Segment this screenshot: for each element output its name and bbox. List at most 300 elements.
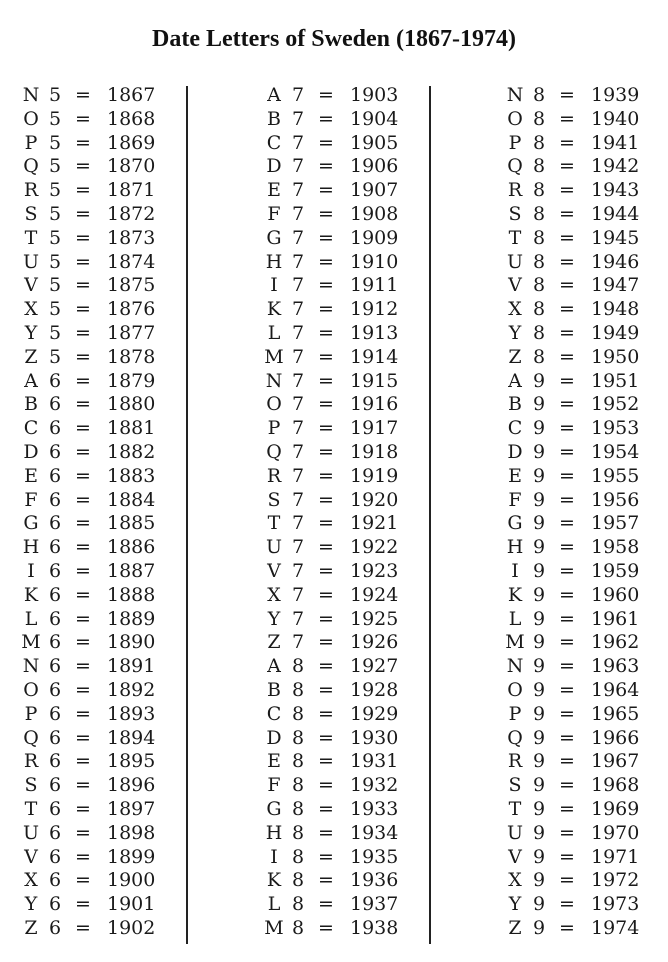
equals-sign: = (75, 155, 91, 178)
equals-sign: = (559, 512, 575, 535)
year-value: 1935 (350, 845, 399, 868)
year-value: 1886 (107, 536, 156, 559)
cycle-digit: 9 (533, 369, 546, 392)
year-value: 1908 (350, 202, 399, 225)
year-value: 1889 (107, 607, 156, 630)
year-value: 1915 (350, 369, 399, 392)
cycle-digit: 9 (533, 869, 546, 892)
equals-sign: = (75, 726, 91, 749)
year-value: 1949 (591, 321, 640, 344)
cycle-digit: 8 (292, 821, 305, 844)
equals-sign: = (75, 559, 91, 582)
year-value: 1929 (350, 702, 399, 725)
year-value: 1873 (107, 226, 156, 249)
equals-sign: = (75, 583, 91, 606)
equals-sign: = (559, 631, 575, 654)
date-letter: A (508, 369, 522, 392)
date-letter: L (24, 607, 38, 630)
equals-sign: = (559, 797, 575, 820)
year-value: 1884 (107, 488, 156, 511)
equals-sign: = (75, 226, 91, 249)
cycle-digit: 9 (533, 774, 546, 797)
cycle-digit: 9 (533, 916, 546, 939)
date-letter: N (506, 84, 524, 106)
year-value: 1888 (107, 583, 156, 606)
cycle-digit: 6 (49, 583, 62, 606)
cycle-digit: 5 (49, 202, 62, 225)
year-value: 1919 (350, 464, 399, 487)
year-value: 1912 (350, 298, 399, 321)
year-value: 1930 (350, 726, 399, 749)
year-value: 1904 (350, 107, 399, 130)
date-letter: P (24, 702, 38, 725)
equals-sign: = (318, 583, 334, 606)
cycle-digit: 9 (533, 631, 546, 654)
equals-sign: = (559, 559, 575, 582)
date-letter: I (270, 845, 278, 868)
date-letter: Z (508, 345, 522, 368)
cycle-digit: 9 (533, 893, 546, 916)
equals-sign: = (318, 655, 334, 678)
date-letter: O (23, 678, 39, 701)
year-value: 1969 (591, 797, 640, 820)
date-letter: X (508, 869, 522, 892)
year-value: 1898 (107, 821, 156, 844)
cycle-digit: 6 (49, 678, 62, 701)
year-value: 1923 (350, 559, 399, 582)
equals-sign: = (318, 559, 334, 582)
equals-sign: = (75, 464, 91, 487)
date-letter: O (507, 678, 523, 701)
equals-sign: = (559, 464, 575, 487)
equals-sign: = (559, 726, 575, 749)
equals-sign: = (559, 179, 575, 202)
equals-sign: = (318, 821, 334, 844)
cycle-digit: 7 (292, 250, 305, 273)
date-letter: N (22, 655, 40, 678)
year-value: 1872 (107, 202, 156, 225)
cycle-digit: 8 (533, 155, 546, 178)
cycle-digit: 7 (292, 559, 305, 582)
date-letter: C (507, 417, 523, 440)
date-letter: D (23, 440, 39, 463)
date-letter: F (508, 488, 522, 511)
year-value: 1926 (350, 631, 399, 654)
page-title: Date Letters of Sweden (1867-1974) (152, 26, 516, 52)
cycle-digit: 8 (533, 250, 546, 273)
date-letter: V (508, 274, 522, 297)
cycle-digit: 7 (292, 631, 305, 654)
year-value: 1869 (107, 131, 156, 154)
equals-sign: = (318, 607, 334, 630)
date-letter: M (264, 916, 284, 939)
year-value: 1922 (350, 536, 399, 559)
date-letter: X (267, 583, 281, 606)
cycle-digit: 7 (292, 274, 305, 297)
date-letter: U (265, 536, 282, 559)
cycle-digit: 8 (292, 750, 305, 773)
year-value: 1867 (107, 84, 156, 106)
year-value: 1887 (107, 559, 156, 582)
cycle-digit: 9 (533, 797, 546, 820)
date-letter: G (266, 226, 282, 249)
equals-sign: = (559, 869, 575, 892)
year-value: 1965 (591, 702, 640, 725)
cycle-digit: 9 (533, 702, 546, 725)
cycle-digit: 7 (292, 369, 305, 392)
year-value: 1961 (591, 607, 640, 630)
cycle-digit: 7 (292, 417, 305, 440)
cycle-digit: 5 (49, 345, 62, 368)
date-letter: D (266, 155, 282, 178)
cycle-digit: 6 (49, 464, 62, 487)
cycle-digit: 5 (49, 321, 62, 344)
cycle-digit: 8 (292, 916, 305, 939)
year-value: 1937 (350, 893, 399, 916)
cycle-digit: 7 (292, 179, 305, 202)
year-value: 1962 (591, 631, 640, 654)
cycle-digit: 9 (533, 821, 546, 844)
date-letter: R (266, 464, 282, 487)
equals-sign: = (75, 916, 91, 939)
year-value: 1925 (350, 607, 399, 630)
equals-sign: = (559, 155, 575, 178)
year-value: 1878 (107, 345, 156, 368)
cycle-digit: 6 (49, 916, 62, 939)
year-value: 1945 (591, 226, 640, 249)
year-value: 1900 (107, 869, 156, 892)
equals-sign: = (318, 440, 334, 463)
date-letter: T (267, 512, 281, 535)
year-value: 1971 (591, 845, 640, 868)
equals-sign: = (559, 607, 575, 630)
cycle-digit: 7 (292, 131, 305, 154)
year-value: 1896 (107, 774, 156, 797)
year-value: 1955 (591, 464, 640, 487)
year-value: 1934 (350, 821, 399, 844)
equals-sign: = (318, 916, 334, 939)
date-letter: U (22, 821, 39, 844)
year-value: 1879 (107, 369, 156, 392)
year-value: 1906 (350, 155, 399, 178)
equals-sign: = (559, 393, 575, 416)
equals-sign: = (75, 702, 91, 725)
date-letter: P (24, 131, 38, 154)
date-letter: C (266, 702, 282, 725)
cycle-digit: 9 (533, 464, 546, 487)
year-value: 1948 (591, 298, 640, 321)
cycle-digit: 6 (49, 536, 62, 559)
date-letter: O (507, 107, 523, 130)
year-value: 1882 (107, 440, 156, 463)
cycle-digit: 7 (292, 536, 305, 559)
equals-sign: = (559, 893, 575, 916)
year-value: 1939 (591, 84, 640, 106)
cycle-digit: 9 (533, 512, 546, 535)
date-letter: V (24, 274, 38, 297)
equals-sign: = (75, 369, 91, 392)
equals-sign: = (318, 774, 334, 797)
equals-sign: = (318, 84, 334, 106)
cycle-digit: 9 (533, 845, 546, 868)
date-letter: H (22, 536, 40, 559)
year-value: 1881 (107, 417, 156, 440)
date-letter: I (511, 559, 519, 582)
equals-sign: = (318, 464, 334, 487)
date-letter: R (23, 179, 39, 202)
date-letter: U (506, 250, 523, 273)
year-value: 1877 (107, 321, 156, 344)
equals-sign: = (75, 107, 91, 130)
year-value: 1964 (591, 678, 640, 701)
cycle-digit: 6 (49, 726, 62, 749)
equals-sign: = (75, 393, 91, 416)
equals-sign: = (318, 893, 334, 916)
cycle-digit: 8 (533, 321, 546, 344)
date-letter: Z (24, 345, 38, 368)
equals-sign: = (75, 202, 91, 225)
cycle-digit: 8 (292, 655, 305, 678)
date-letter: A (24, 369, 38, 392)
cycle-digit: 6 (49, 417, 62, 440)
cycle-digit: 9 (533, 488, 546, 511)
date-letter: K (507, 583, 523, 606)
year-value: 1956 (591, 488, 640, 511)
cycle-digit: 7 (292, 107, 305, 130)
date-letter: M (21, 631, 41, 654)
equals-sign: = (559, 369, 575, 392)
cycle-digit: 8 (292, 893, 305, 916)
year-value: 1950 (591, 345, 640, 368)
equals-sign: = (559, 131, 575, 154)
cycle-digit: 5 (49, 155, 62, 178)
equals-sign: = (75, 821, 91, 844)
date-letter: E (267, 750, 281, 773)
year-value: 1892 (107, 678, 156, 701)
equals-sign: = (559, 250, 575, 273)
year-value: 1918 (350, 440, 399, 463)
cycle-digit: 6 (49, 607, 62, 630)
equals-sign: = (318, 417, 334, 440)
equals-sign: = (75, 678, 91, 701)
date-letter: R (507, 179, 523, 202)
year-value: 1910 (350, 250, 399, 273)
equals-sign: = (75, 131, 91, 154)
equals-sign: = (318, 869, 334, 892)
equals-sign: = (75, 655, 91, 678)
cycle-digit: 9 (533, 393, 546, 416)
equals-sign: = (75, 536, 91, 559)
year-value: 1936 (350, 869, 399, 892)
date-letter: P (508, 131, 522, 154)
date-letter: B (267, 678, 281, 701)
equals-sign: = (75, 869, 91, 892)
date-letter: C (23, 417, 39, 440)
cycle-digit: 6 (49, 750, 62, 773)
date-letter: Y (24, 321, 38, 344)
equals-sign: = (559, 845, 575, 868)
cycle-digit: 9 (533, 583, 546, 606)
date-letter: B (24, 393, 38, 416)
year-value: 1967 (591, 750, 640, 773)
equals-sign: = (75, 84, 91, 106)
cycle-digit: 8 (533, 84, 546, 106)
cycle-digit: 6 (49, 631, 62, 654)
year-value: 1903 (350, 84, 399, 106)
date-letter: N (22, 84, 40, 106)
year-value: 1913 (350, 321, 399, 344)
cycle-digit: 9 (533, 750, 546, 773)
cycle-digit: 5 (49, 131, 62, 154)
year-value: 1952 (591, 393, 640, 416)
year-value: 1943 (591, 179, 640, 202)
year-value: 1963 (591, 655, 640, 678)
year-value: 1944 (591, 202, 640, 225)
cycle-digit: 9 (533, 655, 546, 678)
cycle-digit: 8 (292, 845, 305, 868)
equals-sign: = (318, 512, 334, 535)
equals-sign: = (75, 274, 91, 297)
year-value: 1909 (350, 226, 399, 249)
cycle-digit: 7 (292, 488, 305, 511)
date-letter: N (265, 369, 283, 392)
date-letter: V (267, 559, 281, 582)
equals-sign: = (318, 298, 334, 321)
equals-sign: = (559, 702, 575, 725)
year-value: 1911 (350, 274, 399, 297)
cycle-digit: 6 (49, 893, 62, 916)
date-letter: Y (508, 893, 522, 916)
equals-sign: = (318, 179, 334, 202)
year-value: 1928 (350, 678, 399, 701)
equals-sign: = (75, 345, 91, 368)
date-letter: K (23, 583, 39, 606)
cycle-digit: 5 (49, 298, 62, 321)
column-divider-1 (186, 86, 188, 944)
cycle-digit: 6 (49, 845, 62, 868)
equals-sign: = (318, 226, 334, 249)
year-value: 1876 (107, 298, 156, 321)
cycle-digit: 8 (292, 774, 305, 797)
date-letter: N (506, 655, 524, 678)
date-letter: V (508, 845, 522, 868)
cycle-digit: 5 (49, 274, 62, 297)
date-letter: F (267, 774, 281, 797)
year-value: 1907 (350, 179, 399, 202)
cycle-digit: 5 (49, 179, 62, 202)
date-letter: O (23, 107, 39, 130)
date-letter: K (266, 298, 282, 321)
equals-sign: = (318, 131, 334, 154)
equals-sign: = (559, 274, 575, 297)
year-value: 1895 (107, 750, 156, 773)
year-value: 1974 (591, 916, 640, 939)
year-value: 1946 (591, 250, 640, 273)
cycle-digit: 5 (49, 84, 62, 106)
cycle-digit: 8 (292, 869, 305, 892)
equals-sign: = (559, 583, 575, 606)
equals-sign: = (75, 631, 91, 654)
date-letter: M (505, 631, 525, 654)
date-letter: L (267, 893, 281, 916)
date-letter: Q (23, 155, 39, 178)
year-value: 1959 (591, 559, 640, 582)
equals-sign: = (75, 774, 91, 797)
year-value: 1932 (350, 774, 399, 797)
cycle-digit: 6 (49, 559, 62, 582)
date-letter: Z (267, 631, 281, 654)
equals-sign: = (559, 345, 575, 368)
date-letter: F (267, 202, 281, 225)
equals-sign: = (318, 845, 334, 868)
cycle-digit: 7 (292, 464, 305, 487)
year-value: 1972 (591, 869, 640, 892)
equals-sign: = (559, 655, 575, 678)
date-letter: S (267, 488, 281, 511)
equals-sign: = (75, 750, 91, 773)
year-value: 1970 (591, 821, 640, 844)
year-value: 1968 (591, 774, 640, 797)
year-value: 1916 (350, 393, 399, 416)
date-letter: A (267, 84, 281, 106)
year-value: 1890 (107, 631, 156, 654)
date-letter: I (27, 559, 35, 582)
year-value: 1868 (107, 107, 156, 130)
cycle-digit: 6 (49, 512, 62, 535)
year-value: 1941 (591, 131, 640, 154)
date-letter: Z (508, 916, 522, 939)
year-value: 1973 (591, 893, 640, 916)
cycle-digit: 7 (292, 512, 305, 535)
cycle-digit: 7 (292, 607, 305, 630)
year-value: 1938 (350, 916, 399, 939)
cycle-digit: 9 (533, 559, 546, 582)
cycle-digit: 5 (49, 107, 62, 130)
date-letter: P (267, 417, 281, 440)
cycle-digit: 6 (49, 702, 62, 725)
date-letter: Z (24, 916, 38, 939)
year-value: 1902 (107, 916, 156, 939)
date-letter: E (267, 179, 281, 202)
cycle-digit: 6 (49, 774, 62, 797)
equals-sign: = (559, 202, 575, 225)
equals-sign: = (559, 488, 575, 511)
equals-sign: = (559, 226, 575, 249)
equals-sign: = (75, 512, 91, 535)
year-value: 1960 (591, 583, 640, 606)
cycle-digit: 8 (292, 702, 305, 725)
date-letter: X (508, 298, 522, 321)
date-letter: B (267, 107, 281, 130)
year-value: 1880 (107, 393, 156, 416)
cycle-digit: 9 (533, 536, 546, 559)
equals-sign: = (318, 702, 334, 725)
date-letter: E (508, 464, 522, 487)
year-value: 1940 (591, 107, 640, 130)
date-letter: X (24, 298, 38, 321)
year-value: 1894 (107, 726, 156, 749)
date-letter: Q (507, 155, 523, 178)
date-letter: Y (267, 607, 281, 630)
date-letter: M (264, 345, 284, 368)
date-letter: R (23, 750, 39, 773)
date-letter: B (508, 393, 522, 416)
date-letter: H (506, 536, 524, 559)
cycle-digit: 9 (533, 607, 546, 630)
date-letter: G (507, 512, 523, 535)
equals-sign: = (75, 250, 91, 273)
cycle-digit: 7 (292, 393, 305, 416)
